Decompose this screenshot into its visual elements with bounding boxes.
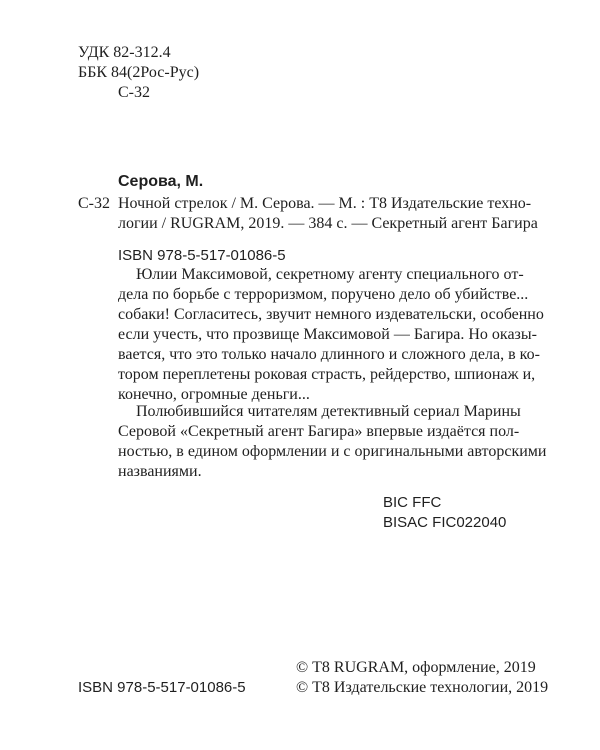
annotation-line: конечно, огромные деньги... bbox=[118, 386, 310, 403]
bibliographic-isbn: ISBN 978-5-517-01086-5 bbox=[118, 247, 286, 264]
author-heading: Серова, М. bbox=[118, 173, 204, 190]
copyright-line: © Т8 RUGRAM, оформление, 2019 bbox=[296, 659, 536, 676]
author-mark: С-32 bbox=[118, 84, 150, 101]
annotation-line: тором переплетены роковая страсть, рейдерство, шпионаж и, bbox=[118, 366, 536, 383]
annotation-line: собаки! Согласитесь, звучит немного издевательски, особенно bbox=[118, 306, 544, 323]
description-line-1: Ночной стрелок / М. Серова. — М. : Т8 Издательские техно- bbox=[118, 195, 532, 212]
description-line-2: логии / RUGRAM, 2019. — 384 с. — Секретный агент Багира bbox=[118, 215, 538, 232]
annotation-line: Юлии Максимовой, секретному агенту специального от- bbox=[136, 266, 524, 283]
footer-isbn: ISBN 978-5-517-01086-5 bbox=[78, 679, 246, 696]
annotation-paragraph-2 bbox=[118, 402, 547, 482]
annotation-line: если учесть, что прозвище Максимовой — Багира. Но оказы- bbox=[118, 326, 537, 343]
copyright-line: © Т8 Издательские технологии, 2019 bbox=[296, 679, 549, 696]
udk-code: УДК 82-312.4 bbox=[78, 44, 171, 61]
annotation-line: ностью, в едином оформлении и с оригинальными авторскими bbox=[118, 443, 547, 460]
annotation-line: названиями. bbox=[118, 463, 202, 480]
bisac-code: BISAC FIC022040 bbox=[383, 514, 507, 531]
bbk-code: ББК 84(2Рос-Рус) bbox=[78, 64, 200, 81]
annotation-line: дела по борьбе с терроризмом, поручено дело об убийстве... bbox=[118, 286, 529, 303]
bic-code: BIC FFC bbox=[383, 494, 442, 511]
annotation-line: Серовой «Секретный агент Багира» впервые издаётся пол- bbox=[118, 423, 520, 440]
annotation-line: Полюбившийся читателям детективный сериал Марины bbox=[136, 403, 521, 420]
bibliographic-side-mark: С-32 bbox=[78, 195, 110, 212]
bibliographic-description bbox=[118, 194, 538, 234]
annotation-paragraph-1 bbox=[118, 265, 544, 405]
annotation-line: вается, что это только начало длинного и сложного дела, в ко- bbox=[118, 346, 540, 363]
